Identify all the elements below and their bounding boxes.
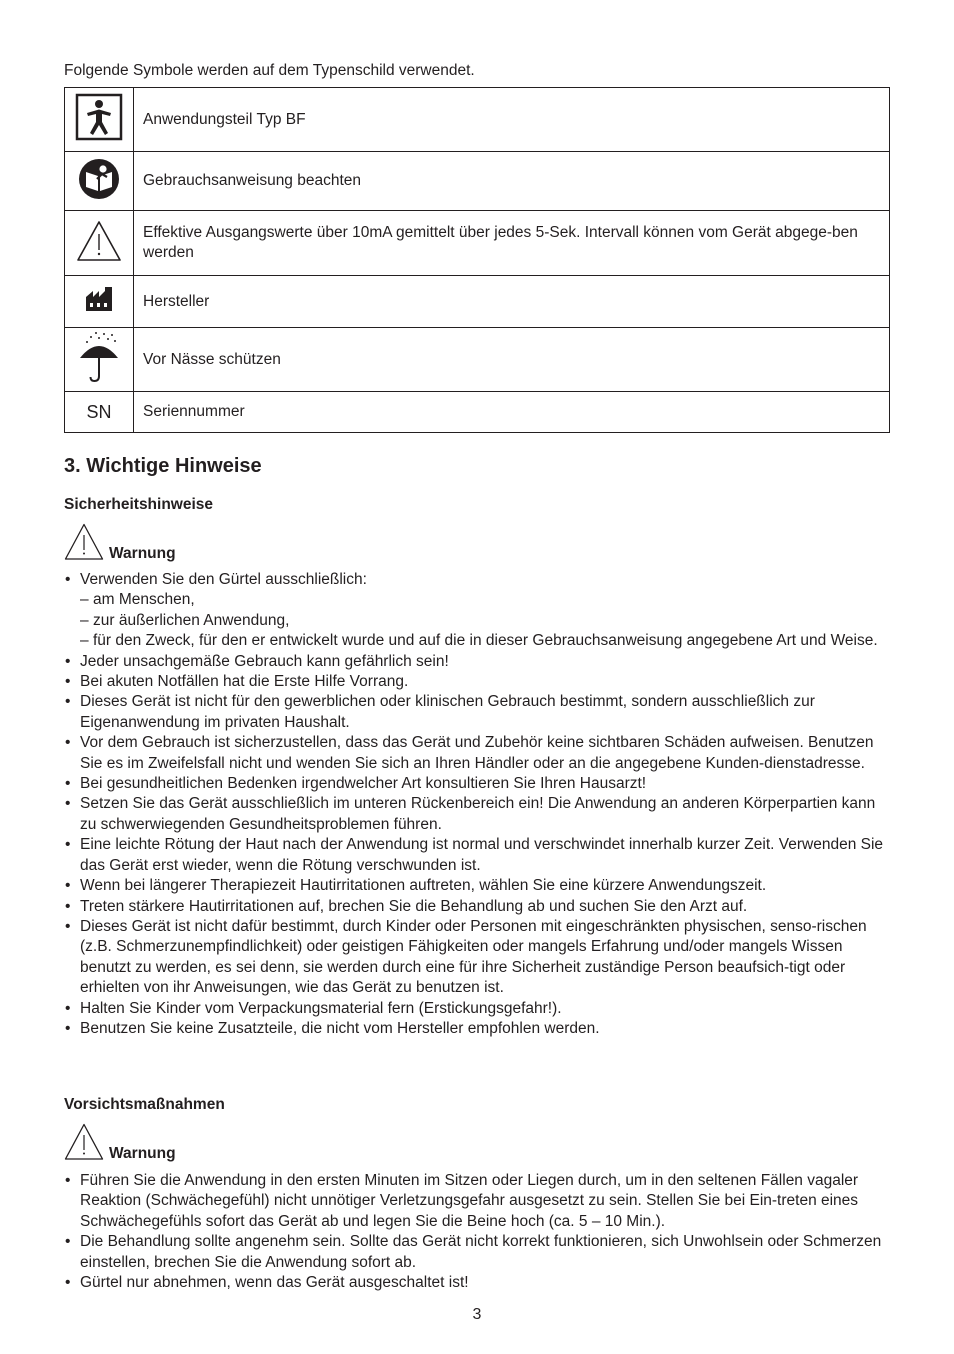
symbol-description: Vor Nässe schützen <box>134 328 890 392</box>
symbol-description: Seriennummer <box>134 392 890 433</box>
warning-text: Warnung <box>109 1145 176 1162</box>
list-item: • Vor dem Gebrauch ist sicherzustellen, dass das Gerät und Zubehör keine sichtbaren Schäden aufweisen. Benutzen Sie es im Zweifelsfall nicht und wenden Sie sich an Ihren Händler oder an die angegebene Kunden-dienstadresse. <box>64 733 894 774</box>
sub-list-item: – zur äußerlichen Anwendung, <box>80 611 894 631</box>
list-item: • Bei gesundheitlichen Bedenken irgendwelcher Art konsultieren Sie Ihren Hausarzt! <box>64 774 894 794</box>
safety-heading: Sicherheitshinweise <box>64 496 214 513</box>
table-row <box>65 211 890 276</box>
umbrella-rain-icon <box>77 330 121 384</box>
precautions-list <box>64 1171 894 1293</box>
warning-triangle-icon <box>64 1123 104 1161</box>
manufacturer-icon <box>85 286 113 312</box>
warning-triangle-icon <box>75 219 123 263</box>
list-item: • Bei akuten Notfällen hat die Erste Hilfe Vorrang. <box>64 672 894 692</box>
serial-number-symbol: SN <box>65 392 134 433</box>
list-item: • Benutzen Sie keine Zusatzteile, die nicht vom Hersteller empfohlen werden. <box>64 1019 894 1039</box>
list-item: • Jeder unsachgemäße Gebrauch kann gefährlich sein! <box>64 652 894 672</box>
page-number: 3 <box>472 1306 482 1323</box>
section-title: 3. Wichtige Hinweise <box>64 455 262 477</box>
symbols-intro: Folgende Symbole werden auf dem Typenschild verwendet. <box>64 62 475 79</box>
list-item: • Wenn bei längerer Therapiezeit Hautirritationen auftreten, wählen Sie eine kürzere Anwendungszeit. <box>64 876 894 896</box>
list-item: • Halten Sie Kinder vom Verpackungsmaterial fern (Erstickungsgefahr!). <box>64 999 894 1019</box>
precautions-heading: Vorsichtsmaßnahmen <box>64 1096 225 1113</box>
table-row <box>65 392 890 433</box>
symbol-description: Anwendungsteil Typ BF <box>134 88 890 152</box>
list-item: • Führen Sie die Anwendung in den ersten Minuten im Sitzen oder Liegen durch, um in den seltenen Fällen vagaler Reaktion (Schwächegefühl) nicht unnötiger Verletzungsgefahr ausgesetzt zu sein. Stellen Sie bei Ein-treten eines Schwächegefühls sofort das Gerät ab und legen Sie die Beine hoch (ca. 5 – 10 Min.). <box>64 1171 894 1232</box>
table-row <box>65 88 890 152</box>
list-item: • Setzen Sie das Gerät ausschließlich im unteren Rückenbereich ein! Die Anwendung an anderen Körperpartien kann zu schwerwiegenden Gesundheitsproblemen führen. <box>64 794 894 835</box>
list-item: • Verwenden Sie den Gürtel ausschließlich: – am Menschen, – zur äußerlichen Anwendung, – für den Zweck, für den er entwickelt wurde und auf die in dieser Gebrauchsanweisung angegebene Art und Weise. <box>64 570 894 652</box>
warning-triangle-icon <box>64 523 104 561</box>
warning-text: Warnung <box>109 545 176 562</box>
symbol-description: Effektive Ausgangswerte über 10mA gemittelt über jedes 5-Sek. Intervall können vom Gerät abgege-ben werden <box>134 211 890 276</box>
symbol-description: Gebrauchsanweisung beachten <box>134 152 890 211</box>
list-item: • Dieses Gerät ist nicht für den gewerblichen oder klinischen Gebrauch bestimmt, sondern ausschließlich zur Eigenanwendung im privaten Haushalt. <box>64 692 894 733</box>
list-item: • Treten stärkere Hautirritationen auf, brechen Sie die Behandlung ab und suchen Sie den Arzt auf. <box>64 897 894 917</box>
table-row <box>65 152 890 211</box>
table-row <box>65 276 890 328</box>
table-row <box>65 328 890 392</box>
read-instructions-icon <box>78 158 120 200</box>
list-item: • Dieses Gerät ist nicht dafür bestimmt, durch Kinder oder Personen mit eingeschränkten physischen, senso-rischen (z.B. Schmerzunempfindlichkeit) oder geistigen Fähigkeiten oder mangels Erfahrung und/oder mangels Wissen benutzt zu werden, es sei denn, sie werden durch eine für ihre Sicherheit zuständige Person beaufsich-tigt oder erhielten von ihr Anweisungen, wie das Gerät zu benutzen ist. <box>64 917 894 999</box>
list-item: • Gürtel nur abnehmen, wenn das Gerät ausgeschaltet ist! <box>64 1273 894 1293</box>
symbols-table <box>64 87 890 433</box>
sub-list-item: – am Menschen, <box>80 590 894 610</box>
list-item: • Eine leichte Rötung der Haut nach der Anwendung ist normal und verschwindet innerhalb kurzer Zeit. Verwenden Sie das Gerät erst wieder, wenn die Rötung verschwunden ist. <box>64 835 894 876</box>
symbol-description: Hersteller <box>134 276 890 328</box>
sub-list-item: – für den Zweck, für den er entwickelt wurde und auf die in dieser Gebrauchsanweisung angegebene Art und Weise. <box>80 631 894 651</box>
applied-part-type-bf-icon <box>75 93 123 141</box>
safety-list <box>64 570 894 1039</box>
list-item: • Die Behandlung sollte angenehm sein. Sollte das Gerät nicht korrekt funktionieren, sich Unwohlsein oder Schmerzen einstellen, brechen Sie die Anwendung sofort ab. <box>64 1232 894 1273</box>
usage-sub-list <box>80 590 894 651</box>
